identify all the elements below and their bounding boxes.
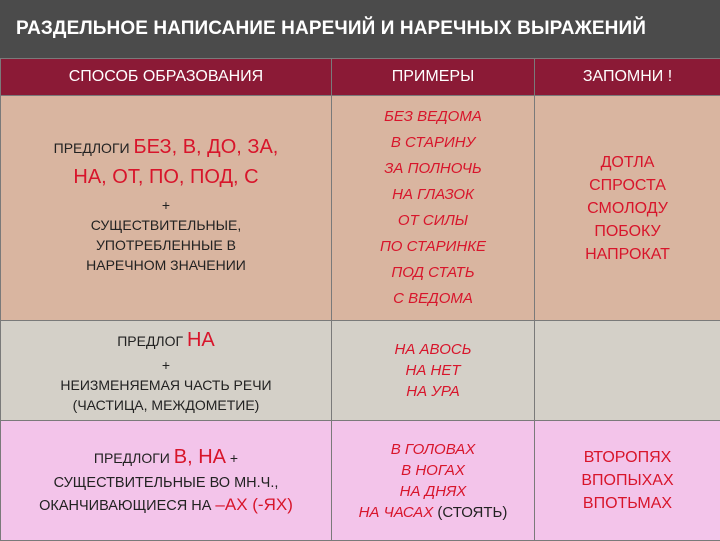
table-row <box>1 96 720 321</box>
method-lead: ПРЕДЛОГИ <box>54 140 134 156</box>
remember-item: ПОБОКУ <box>539 220 716 243</box>
method-plus: + <box>5 195 327 215</box>
example-item: ПО СТАРИНКЕ <box>336 234 530 260</box>
method-prepositions: НА, ОТ, ПО, ПОД, С <box>5 163 327 191</box>
method-text: НЕИЗМЕНЯЕМАЯ ЧАСТЬ РЕЧИ <box>5 375 327 395</box>
example-item: С ВЕДОМА <box>336 286 530 312</box>
table-row <box>1 321 720 421</box>
method-lead: ПРЕДЛОГИ <box>94 450 174 466</box>
method-text: (ЧАСТИЦА, МЕЖДОМЕТИЕ) <box>5 395 327 415</box>
remember-item: СМОЛОДУ <box>539 197 716 220</box>
remember-item: ВПОТЬМАХ <box>539 492 716 515</box>
method-prepositions: НА <box>187 329 215 351</box>
remember-item: ВТОРОПЯХ <box>539 446 716 469</box>
example-text: НА ЧАСАХ <box>359 504 434 521</box>
table-header-row <box>1 59 720 96</box>
remember-cell <box>535 321 720 421</box>
method-ending: –АХ (-ЯХ) <box>215 495 292 514</box>
remember-item: ВПОПЫХАХ <box>539 469 716 492</box>
remember-item: СПРОСТА <box>539 174 716 197</box>
method-text: НАРЕЧНОМ ЗНАЧЕНИИ <box>5 255 327 275</box>
remember-item: НАПРОКАТ <box>539 243 716 266</box>
method-cell <box>1 96 332 321</box>
example-note-close: ) <box>502 504 507 521</box>
method-cell <box>1 321 332 421</box>
header-method: СПОСОБ ОБРАЗОВАНИЯ <box>1 59 332 96</box>
example-item <box>334 502 532 523</box>
examples-cell <box>332 321 535 421</box>
example-note: СТОЯТЬ <box>442 504 502 521</box>
remember-cell <box>535 421 720 541</box>
remember-item: ДОТЛА <box>539 151 716 174</box>
method-text: ОКАНЧИВАЮЩИЕСЯ НА <box>39 498 215 514</box>
example-item: НА ГЛАЗОК <box>336 182 530 208</box>
method-cell <box>1 421 332 541</box>
method-text: УПОТРЕБЛЕННЫЕ В <box>5 235 327 255</box>
example-item: НА АВОСЬ <box>336 339 530 360</box>
example-item: НА НЕТ <box>336 360 530 381</box>
header-examples: ПРИМЕРЫ <box>332 59 535 96</box>
example-item: ОТ СИЛЫ <box>336 208 530 234</box>
example-item: В СТАРИНУ <box>336 130 530 156</box>
example-note-open: ( <box>433 504 442 521</box>
title-bar <box>0 0 720 58</box>
examples-cell <box>332 421 535 541</box>
example-item: БЕЗ ВЕДОМА <box>336 104 530 130</box>
example-item: ЗА ПОЛНОЧЬ <box>336 156 530 182</box>
rules-table <box>0 58 720 541</box>
example-item: НА ДНЯХ <box>334 481 532 502</box>
example-item: НА УРА <box>336 381 530 402</box>
method-plus: + <box>226 450 238 466</box>
method-lead: ПРЕДЛОГ <box>117 333 187 349</box>
examples-cell <box>332 96 535 321</box>
method-plus: + <box>5 355 327 375</box>
method-prepositions: БЕЗ, В, ДО, ЗА, <box>133 136 278 158</box>
method-text: СУЩЕСТВИТЕЛЬНЫЕ ВО МН.Ч., <box>3 473 329 493</box>
page-title: РАЗДЕЛЬНОЕ НАПИСАНИЕ НАРЕЧИЙ И НАРЕЧНЫХ ВЫРАЖЕНИЙ <box>16 18 646 40</box>
table-row <box>1 421 720 541</box>
header-remember: ЗАПОМНИ ! <box>535 59 720 96</box>
method-prepositions: В, НА <box>174 446 226 468</box>
example-item: В ГОЛОВАХ <box>334 439 532 460</box>
method-text: СУЩЕСТВИТЕЛЬНЫЕ, <box>5 215 327 235</box>
remember-cell <box>535 96 720 321</box>
example-item: ПОД СТАТЬ <box>336 260 530 286</box>
example-item: В НОГАХ <box>334 460 532 481</box>
